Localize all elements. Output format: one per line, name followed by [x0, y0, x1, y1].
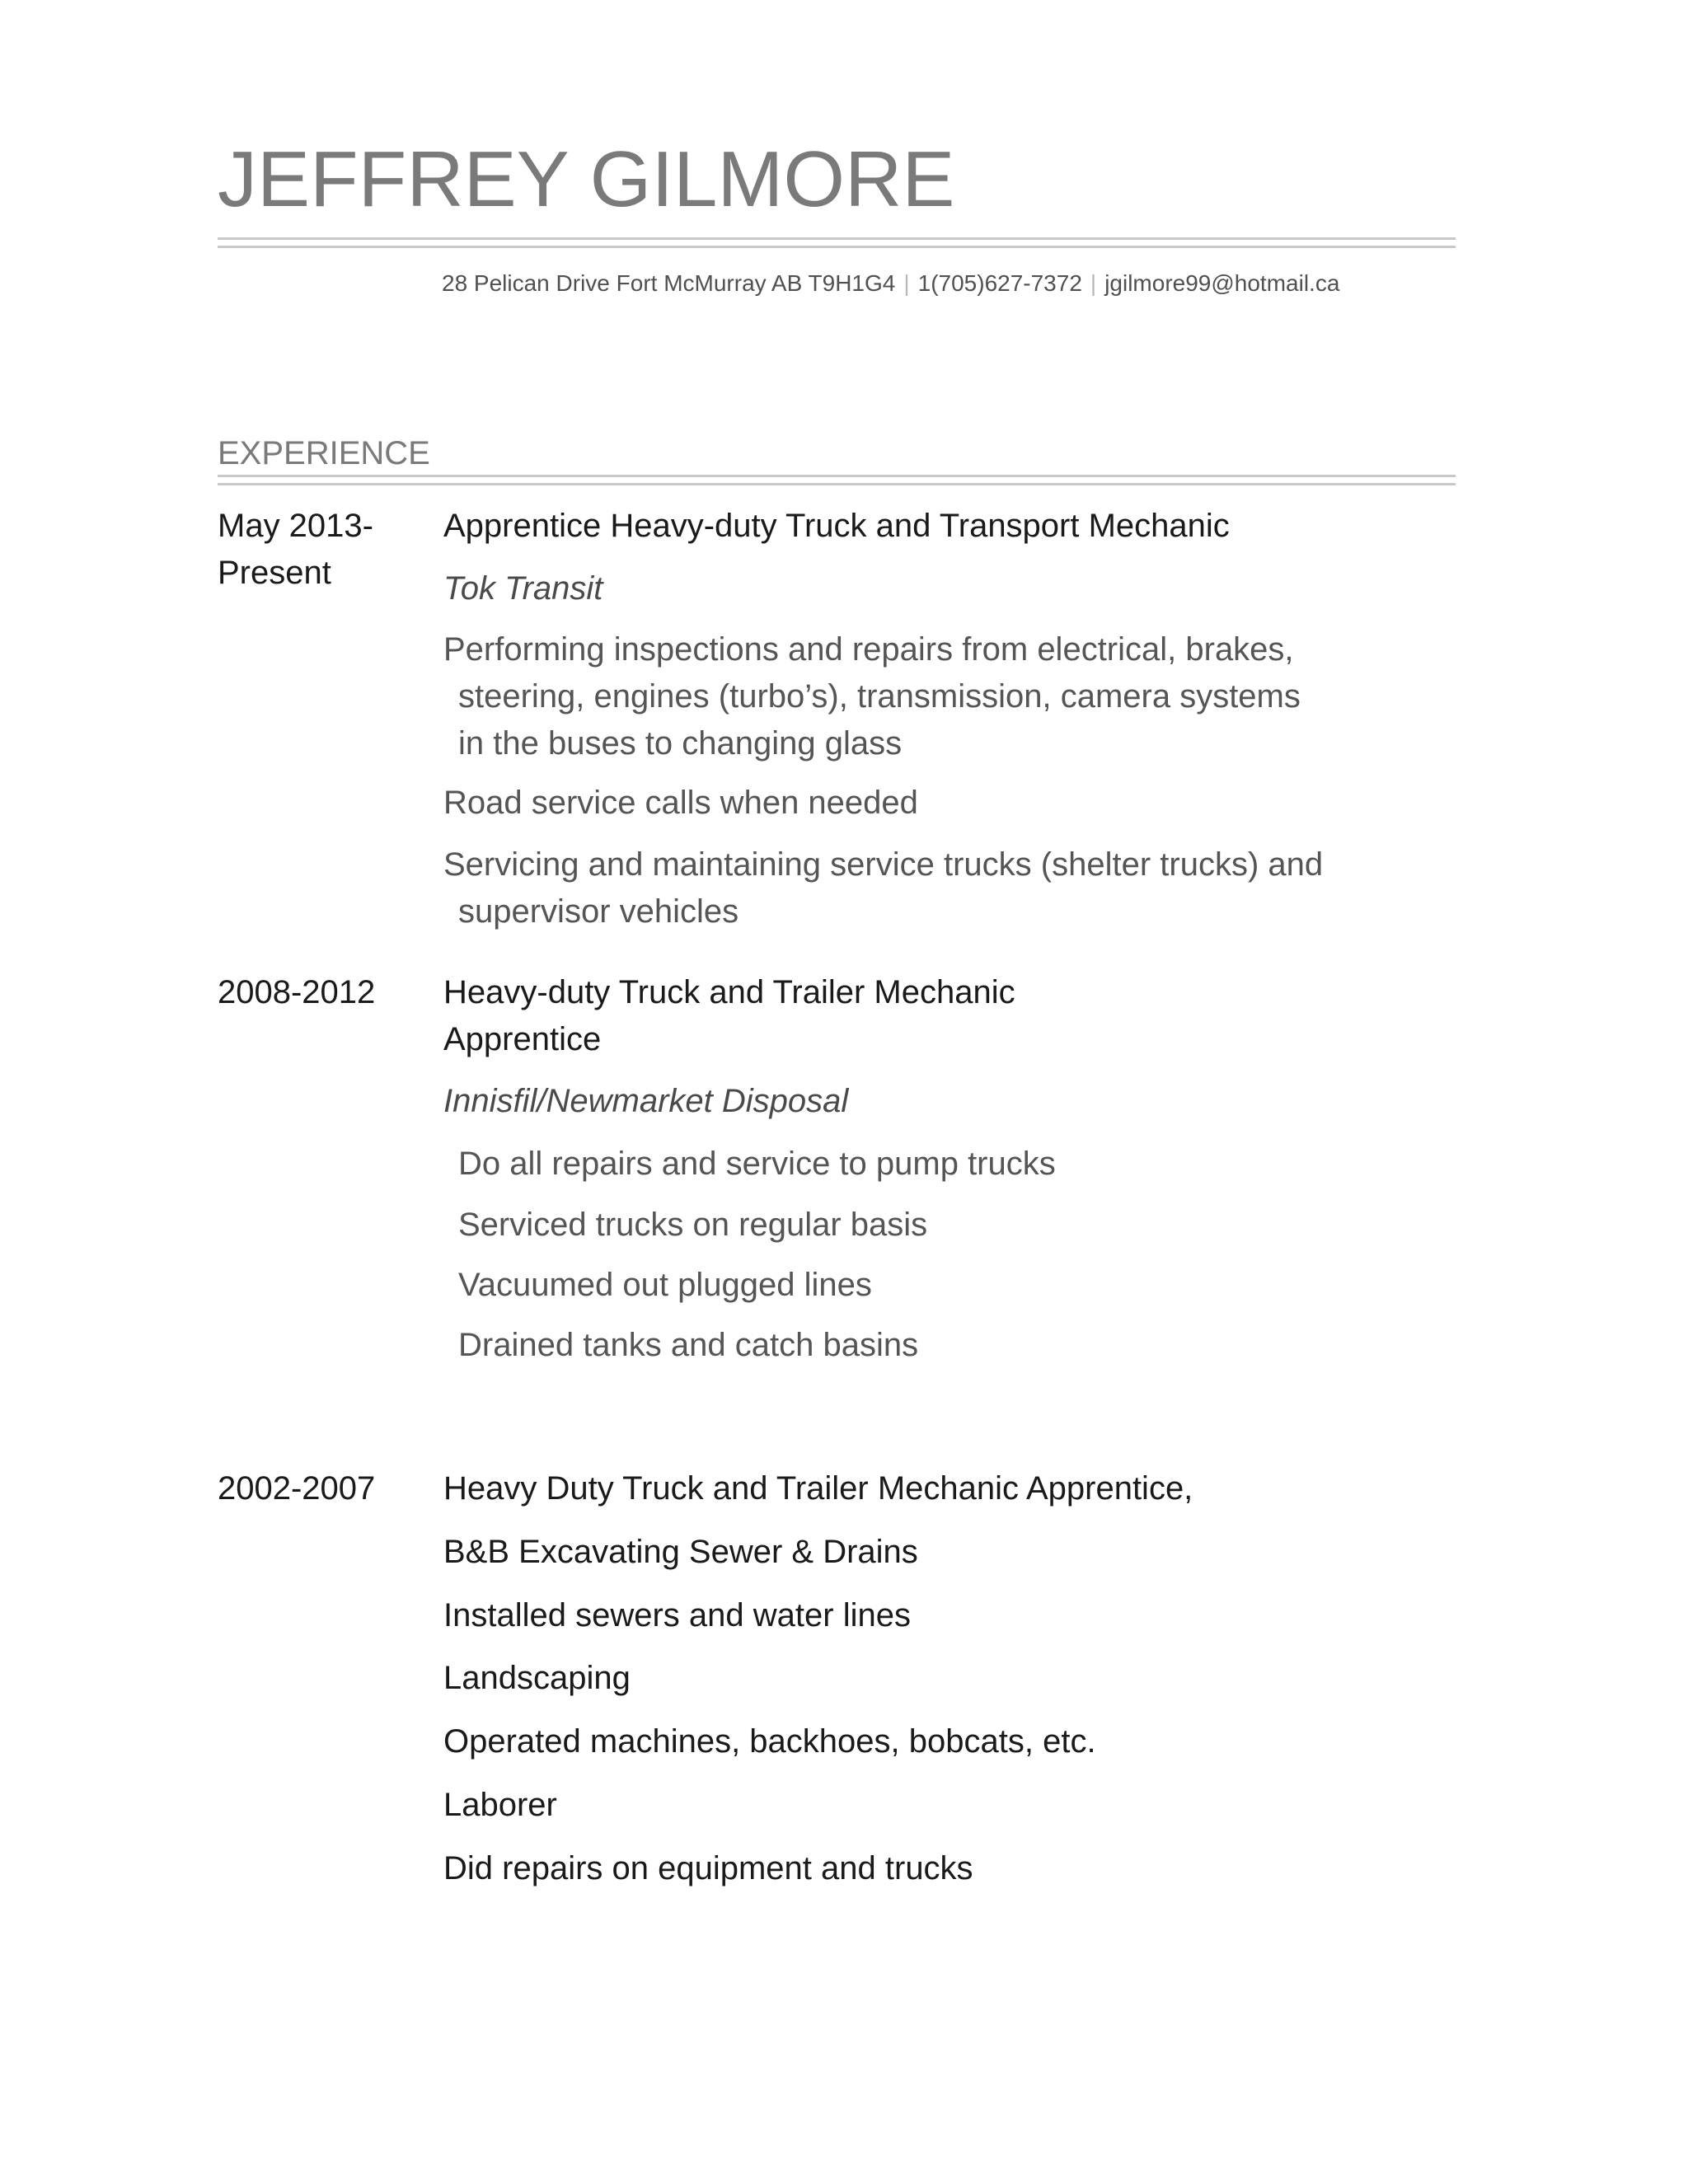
job-company: Innisfil/Newmarket Disposal [443, 1083, 849, 1119]
job-duty: Drained tanks and catch basins [458, 1327, 919, 1363]
header-rule-top [218, 237, 1456, 240]
job-duty: steering, engines (turbo’s), transmission, camera systems [458, 678, 1301, 715]
job-duty: Servicing and maintaining service trucks (shelter trucks) and [443, 846, 1324, 883]
job-duty: in the buses to changing glass [458, 725, 903, 762]
job-duty: Landscaping [443, 1660, 631, 1696]
job-duty: Do all repairs and service to pump trucks [458, 1146, 1056, 1182]
contact-email: jgilmore99@hotmail.ca [1104, 270, 1340, 296]
job-title-continued: Apprentice [443, 1021, 602, 1057]
job-duty: supervisor vehicles [458, 893, 739, 930]
contact-address: 28 Pelican Drive Fort McMurray AB T9H1G4 [442, 270, 896, 296]
contact-separator: | [903, 270, 910, 296]
section-title-experience: EXPERIENCE [218, 435, 430, 471]
job-duty: Laborer [443, 1787, 557, 1823]
contact-info [442, 270, 1339, 297]
candidate-name: JEFFREY GILMORE [218, 135, 955, 223]
job-company: Tok Transit [443, 570, 603, 607]
job-duty: Operated machines, backhoes, bobcats, etc. [443, 1723, 1096, 1760]
section-rule-bottom [218, 483, 1456, 485]
job-duty: Did repairs on equipment and trucks [443, 1850, 973, 1886]
job-title: Heavy Duty Truck and Trailer Mechanic Apprentice, [443, 1470, 1193, 1507]
job-date-start: 2002-2007 [218, 1470, 376, 1507]
job-duty: Installed sewers and water lines [443, 1597, 911, 1633]
job-title: Apprentice Heavy-duty Truck and Transport Mechanic [443, 508, 1230, 544]
job-date-start: May 2013- [218, 508, 373, 544]
job-date-end: Present [218, 555, 331, 591]
job-duty: Serviced trucks on regular basis [458, 1207, 928, 1243]
job-date-start: 2008-2012 [218, 974, 376, 1010]
job-duty: Vacuumed out plugged lines [458, 1267, 872, 1303]
job-title: Heavy-duty Truck and Trailer Mechanic [443, 974, 1015, 1010]
job-duty: Performing inspections and repairs from electrical, brakes, [443, 631, 1294, 668]
header-rule-bottom [218, 246, 1456, 248]
contact-phone: 1(705)627-7372 [917, 270, 1082, 296]
job-duty: Road service calls when needed [443, 785, 918, 821]
job-company: B&B Excavating Sewer & Drains [443, 1534, 918, 1570]
section-rule-top [218, 475, 1456, 477]
contact-separator: | [1090, 270, 1097, 296]
